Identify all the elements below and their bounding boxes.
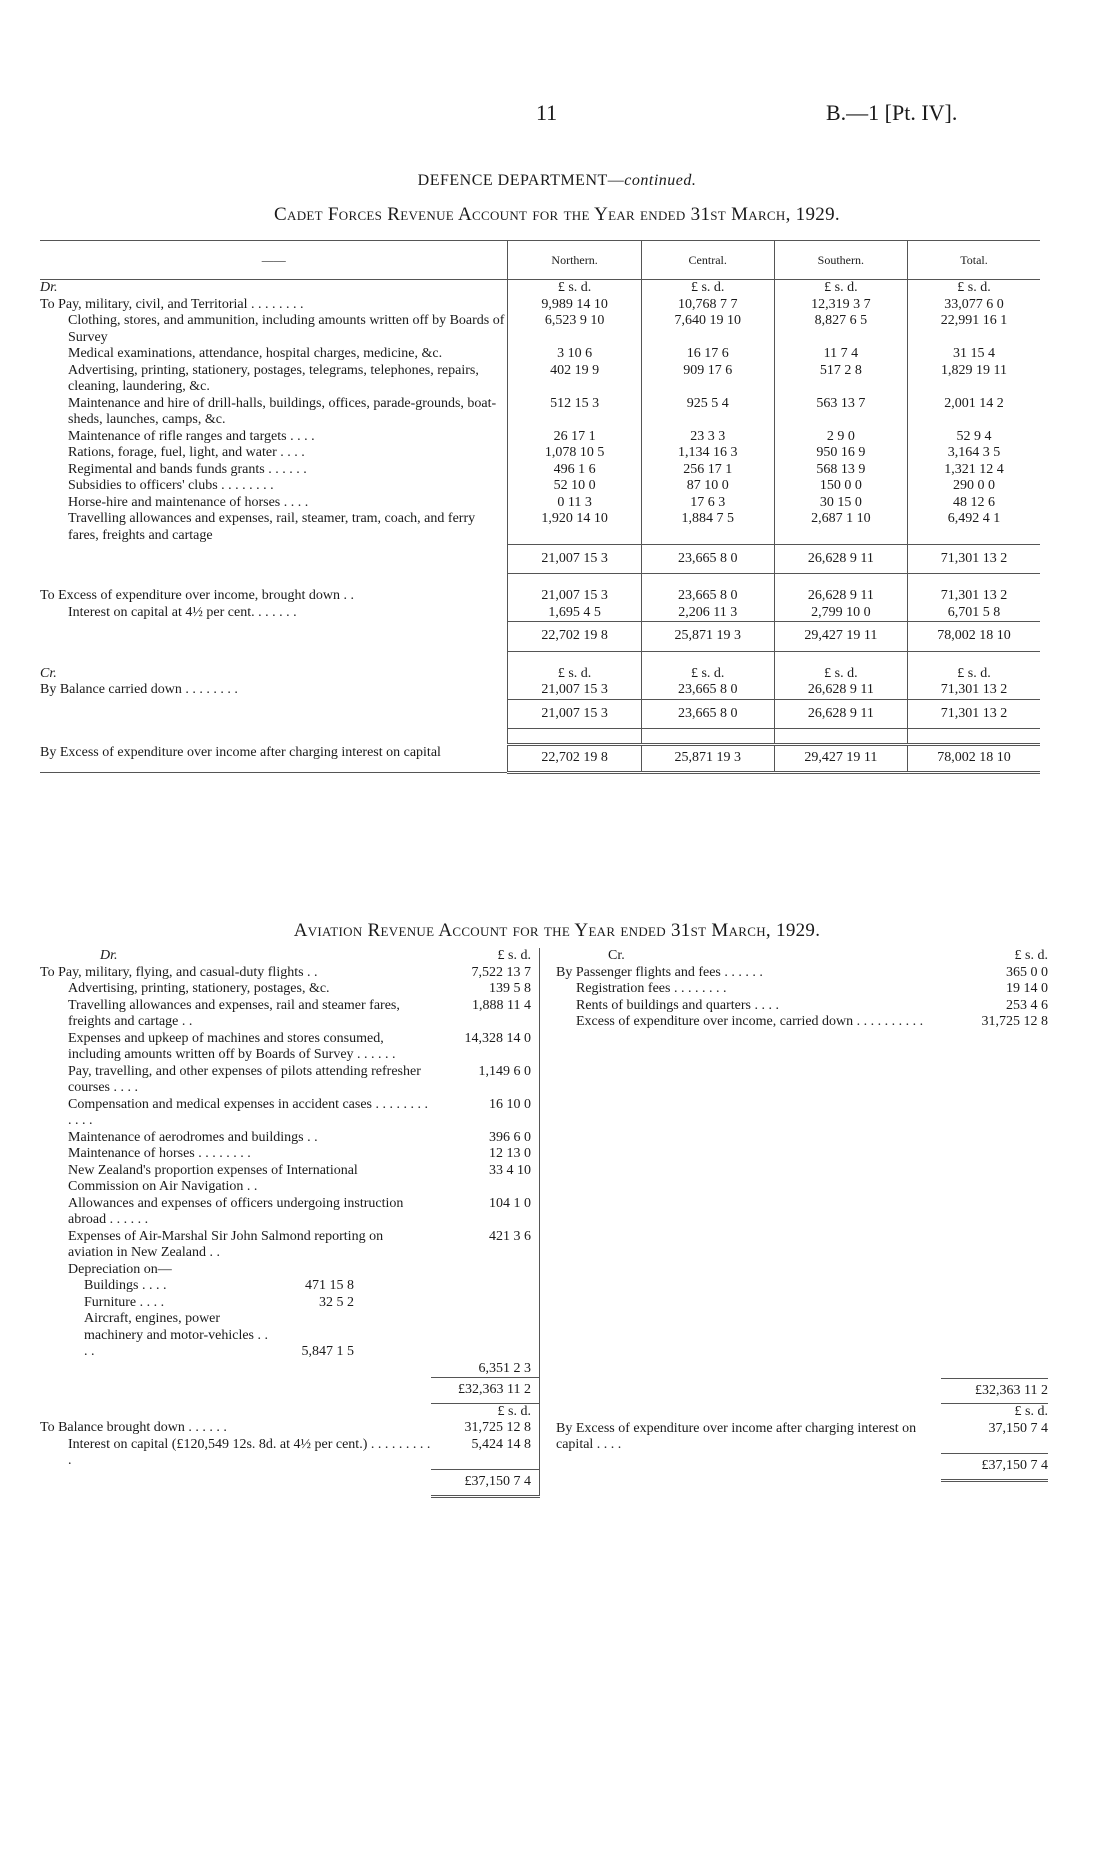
row-value [908,651,1041,666]
row-value: 568 13 9 [774,462,907,479]
row-value: 26,628 9 11 [774,699,907,729]
expense-row [40,429,1040,446]
balance-row [40,1437,540,1470]
row-label: Expenses of Air-Marshal Sir John Salmond reporting on aviation in New Zealand . . [68,1228,384,1260]
row-label: Horse-hire and maintenance of horses . . . . [68,494,309,510]
row-label: To Balance brought down . . . . . . [40,1420,227,1435]
row-value: 48 12 6 [908,495,1041,512]
row-value: 563 13 7 [774,396,907,429]
row-label: Maintenance and hire of drill-halls, buildings, offices, parade-grounds, boat-sheds, launches, camps, &c. [68,395,497,427]
row-label: Excess of expenditure over income, carried down . . . . . . . . . . [576,1014,924,1029]
row-value: 26,628 9 11 [774,588,907,605]
row-value: £ s. d. [1014,948,1048,963]
row-value: 1,321 12 4 [908,462,1041,479]
row-value [641,574,774,589]
row-value: 402 19 9 [508,363,641,396]
expense-row [40,445,1040,462]
dr-header-row [40,948,540,965]
row-value: 1,920 14 10 [508,511,641,544]
cadet-account-title: Cadet Forces Revenue Account for the Year ended 31st March, 1929. [274,204,840,225]
row-value: 12 13 0 [431,1146,540,1163]
spacer-row [40,729,1040,745]
cr-header-row [548,948,1048,965]
row-value: 21,007 15 3 [508,682,641,699]
depreciation-item-row [40,1278,540,1295]
row-value: 26 17 1 [508,429,641,446]
row-value: 16 10 0 [431,1097,540,1130]
row-value: £37,150 7 4 [431,1470,540,1497]
row-label: Travelling allowances and expenses, rail, steamer, tram, coach, and ferry fares, freights and cartage [68,511,476,543]
balance-row [40,682,1040,699]
row-value [431,1295,540,1312]
row-value: 29,427 19 11 [774,622,907,652]
cadet-revenue-table [40,240,1040,774]
row-value: 256 17 1 [641,462,774,479]
right2-total-row [548,1454,1048,1481]
money-header-row [548,1404,1048,1421]
row-value: 6,523 9 10 [508,313,641,346]
row-label [40,1361,431,1378]
depreciation-item-label: Furniture . . . . [84,1294,165,1310]
row-value: 1,829 19 11 [908,363,1041,396]
row-value: 6,351 2 3 [431,1361,540,1378]
row-label: Dr. [100,948,118,963]
row-value: 71,301 13 2 [908,682,1041,699]
expense-row [40,981,540,998]
row-label [548,1454,941,1481]
row-value: £ s. d. [908,666,1041,683]
depreciation-item-value: 5,847 1 5 [301,1344,354,1359]
expense-row [40,1229,540,1262]
income-row [548,981,1048,998]
row-value: 16 17 6 [641,346,774,363]
row-label: By Excess of expenditure over income after charging interest on capital . . . . [556,1420,917,1452]
cr-header-row [40,666,1040,683]
department-main: DEFENCE DEPARTMENT— [417,172,625,189]
row-value: 925 5 4 [641,396,774,429]
row-value: 33 4 10 [431,1163,540,1196]
excess-row [548,1421,1048,1454]
row-value: 37,150 7 4 [988,1420,1048,1436]
row-value: £ s. d. [508,280,641,297]
expense-row [40,1163,540,1196]
income-row [548,998,1048,1015]
row-value: 2,206 11 3 [641,605,774,622]
row-value [774,651,907,666]
row-value: 26,628 9 11 [774,544,907,574]
row-value: £37,150 7 4 [941,1454,1048,1481]
expense-row [40,1097,540,1130]
row-label: Subsidies to officers' clubs . . . . . . . . [68,478,274,493]
row-value: £ s. d. [908,280,1041,297]
row-label: Interest on capital (£120,549 12s. 8d. at 4½ per cent.) . . . . . . . . . . [68,1436,431,1468]
row-label [40,544,508,574]
row-value: 9,989 14 10 [508,297,641,314]
row-value: 950 16 9 [774,445,907,462]
row-label: To Excess of expenditure over income, brought down . . [40,588,354,603]
left2-total-row [40,1470,540,1497]
row-label: Expenses and upkeep of machines and stores consumed, including amounts written off by Boards of Survey . . . . . . [68,1030,396,1062]
row-value: 71,301 13 2 [908,699,1041,729]
row-value: 290 0 0 [908,478,1041,495]
column-header-central: Central. [641,241,774,280]
department-heading [0,172,1114,190]
row-label: Rations, forage, fuel, light, and water . . . . [68,445,305,460]
row-value: 6,701 5 8 [908,605,1041,622]
row-label [40,1403,431,1420]
row-label: Allowances and expenses of officers undergoing instruction abroad . . . . . . [68,1195,404,1227]
row-value: 10,768 7 7 [641,297,774,314]
row-value: 71,301 13 2 [908,544,1041,574]
row-label: Depreciation on— [68,1261,172,1277]
row-value: 6,492 4 1 [908,511,1041,544]
row-value: £32,363 11 2 [431,1378,540,1404]
row-value: £ s. d. [431,1403,540,1420]
left-total-row [40,1378,540,1404]
row-label: Travelling allowances and expenses, rail and steamer fares, freights and cartage . . [68,997,400,1029]
expense-row [40,511,1040,544]
row-value: 1,695 4 5 [508,605,641,622]
dr-header-row [40,280,1040,297]
row-value: 26,628 9 11 [774,682,907,699]
row-label: Advertising, printing, stationery, postages, &c. [68,981,330,996]
spacer-cell [548,1031,1048,1379]
row-value: 52 10 0 [508,478,641,495]
row-value: 52 9 4 [908,429,1041,446]
balance-row [40,1420,540,1437]
row-value: 104 1 0 [431,1196,540,1229]
row-value: 150 0 0 [774,478,907,495]
row-label [40,574,508,589]
money-header-row [40,1403,540,1420]
page-number: 11 [536,100,558,125]
row-value: 17 6 3 [641,495,774,512]
row-value [774,729,907,745]
subtotal-row [40,544,1040,574]
income-row [548,965,1048,982]
expense-row [40,297,1040,314]
row-value: 496 1 6 [508,462,641,479]
row-value: 2,687 1 10 [774,511,907,544]
row-value: 29,427 19 11 [774,745,907,773]
row-value [774,574,907,589]
row-value: 139 5 8 [431,981,540,998]
row-label [40,1311,431,1361]
expense-row [40,1064,540,1097]
depreciation-item-row [40,1295,540,1312]
aviation-credit-table [548,948,1048,1482]
row-value: 5,424 14 8 [431,1437,540,1470]
row-label: Medical examinations, attendance, hospital charges, medicine, &c. [68,346,443,361]
row-value: 7,640 19 10 [641,313,774,346]
row-label: Maintenance of rifle ranges and targets . . . . [68,428,315,444]
row-label: Compensation and medical expenses in accident cases . . . . . . . . . . . . [68,1096,429,1128]
expense-row [40,462,1040,479]
expense-row [40,1196,540,1229]
depreciation-item-value: 471 15 8 [305,1278,354,1293]
row-label: Maintenance of aerodromes and buildings . . [68,1129,318,1145]
row-value: 33,077 6 0 [908,297,1041,314]
column-header-total: Total. [908,241,1041,280]
row-label [40,1278,431,1295]
row-label: Rents of buildings and quarters . . . . [576,997,779,1013]
income-row [548,1014,1048,1031]
row-value: 1,134 16 3 [641,445,774,462]
expense-row [40,313,1040,346]
row-value: 8,827 6 5 [774,313,907,346]
row-value: 2 9 0 [774,429,907,446]
right-total-row [548,1378,1048,1404]
row-value: 25,871 19 3 [641,622,774,652]
row-label: To Pay, military, civil, and Territorial . . . . . . . . [40,296,304,312]
spacer-row [40,574,1040,589]
row-value: 87 10 0 [641,478,774,495]
expense-row [40,478,1040,495]
row-label: To Pay, military, flying, and casual-duty flights . . [40,964,318,980]
row-value: 517 2 8 [774,363,907,396]
row-value: 14,328 14 0 [431,1031,540,1064]
row-label [40,1470,431,1497]
row-label: Maintenance of horses . . . . . . . . [68,1146,251,1161]
department-suffix: continued. [624,172,697,189]
row-value: 1,884 7 5 [641,511,774,544]
row-value: 3 10 6 [508,346,641,363]
row-value: 19 14 0 [1006,981,1048,996]
cadet-column-header-row [40,241,1040,280]
row-label: By Excess of expenditure over income after charging interest on capital [40,745,508,773]
page-reference: B.—1 [Pt. IV]. [826,100,958,125]
row-label: Pay, travelling, and other expenses of pilots attending refresher courses . . . . [68,1063,421,1095]
depreciation-item-label: Buildings . . . . [84,1278,167,1293]
aviation-account-title: Aviation Revenue Account for the Year ended 31st March, 1929. [293,920,821,941]
row-value: 2,799 10 0 [774,605,907,622]
row-label [548,1378,941,1404]
final-row [40,745,1040,773]
row-value: 78,002 18 10 [908,622,1041,652]
row-value: 31,725 12 8 [981,1014,1048,1029]
depreciation-total-row [40,1361,540,1378]
row-value: £ s. d. [1014,1404,1048,1419]
row-value: 31,725 12 8 [431,1420,540,1437]
row-label: Interest on capital at 4½ per cent. . . . . . . [68,604,297,620]
row-label [40,699,508,729]
row-label: Cr. [40,665,57,681]
row-value: 2,001 14 2 [908,396,1041,429]
row-value: 22,702 19 8 [508,622,641,652]
column-header-blank: —— [40,241,508,280]
row-value [431,1278,540,1295]
spacer-row [40,651,1040,666]
row-label [548,1404,941,1421]
row-value [908,729,1041,745]
depreciation-row [40,1262,540,1279]
row-value: 11 7 4 [774,346,907,363]
row-value: 30 15 0 [774,495,907,512]
row-value: £32,363 11 2 [941,1378,1048,1404]
row-value: 71,301 13 2 [908,588,1041,605]
row-value: £ s. d. [431,948,540,965]
row-value [908,574,1041,589]
row-value: £ s. d. [508,666,641,683]
row-value: 1,078 10 5 [508,445,641,462]
row-value: 25,871 19 3 [641,745,774,773]
depreciation-item-value: 32 5 2 [319,1294,354,1310]
row-label [40,729,508,745]
row-value: 7,522 13 7 [431,965,540,982]
row-label [40,1378,431,1404]
row-label: Regimental and bands funds grants . . . . . . [68,461,307,477]
row-value: 22,991 16 1 [908,313,1041,346]
expense-row [40,346,1040,363]
row-value: 23,665 8 0 [641,682,774,699]
row-value: 512 15 3 [508,396,641,429]
row-value: 23,665 8 0 [641,699,774,729]
row-value: 0 11 3 [508,495,641,512]
row-value [641,729,774,745]
row-value: 1,888 11 4 [431,998,540,1031]
depreciation-item-label: Aircraft, engines, power machinery and motor-vehicles . . . . [84,1311,268,1359]
column-header-southern: Southern. [774,241,907,280]
row-value: £ s. d. [774,280,907,297]
row-value: 23,665 8 0 [641,544,774,574]
row-value [508,729,641,745]
expense-row [40,1130,540,1147]
row-value: 365 0 0 [1006,964,1048,980]
row-value [431,1311,540,1361]
balance-total-row [40,699,1040,729]
expense-row [40,363,1040,396]
row-label: By Passenger flights and fees . . . . . . [556,964,763,980]
row-value: 909 17 6 [641,363,774,396]
excess-total-row [40,622,1040,652]
row-value [641,651,774,666]
row-label: Advertising, printing, stationery, postages, telegrams, telephones, repairs, cleaning, laundering, &c. [68,362,479,394]
row-value: £ s. d. [641,666,774,683]
expense-row [40,1146,540,1163]
expense-row [40,965,540,982]
expense-row [40,495,1040,512]
spacer-row [548,1031,1048,1379]
row-value: £ s. d. [641,280,774,297]
row-value: 396 6 0 [431,1130,540,1147]
row-label [40,1295,431,1312]
expense-row [40,1031,540,1064]
row-value: 21,007 15 3 [508,544,641,574]
row-value: £ s. d. [774,666,907,683]
depreciation-item-row [40,1311,540,1361]
excess-row [40,605,1040,622]
row-label [40,622,508,652]
row-value: 23 3 3 [641,429,774,446]
row-label: New Zealand's proportion expenses of International Commission on Air Navigation . . [68,1162,358,1194]
row-value: 421 3 6 [431,1229,540,1262]
row-label: Registration fees . . . . . . . . [576,981,727,996]
aviation-debit-table [40,948,540,1498]
row-value: 31 15 4 [908,346,1041,363]
row-value: 1,149 6 0 [431,1064,540,1097]
row-label: By Balance carried down . . . . . . . . [40,682,238,697]
expense-row [40,396,1040,429]
row-value [508,574,641,589]
row-value: 22,702 19 8 [508,745,641,773]
row-label: Cr. [608,948,625,963]
row-value: 253 4 6 [1006,997,1048,1013]
row-label: Clothing, stores, and ammunition, including amounts written off by Boards of Survey [68,313,505,345]
row-value: 78,002 18 10 [908,745,1041,773]
row-value: 21,007 15 3 [508,588,641,605]
row-label [40,651,508,666]
row-value [431,1262,540,1279]
excess-row [40,588,1040,605]
expense-row [40,998,540,1031]
row-value: 23,665 8 0 [641,588,774,605]
row-value [508,651,641,666]
row-label: Dr. [40,280,58,295]
row-value: 12,319 3 7 [774,297,907,314]
row-value: 3,164 3 5 [908,445,1041,462]
column-header-northern: Northern. [508,241,641,280]
row-value: 21,007 15 3 [508,699,641,729]
